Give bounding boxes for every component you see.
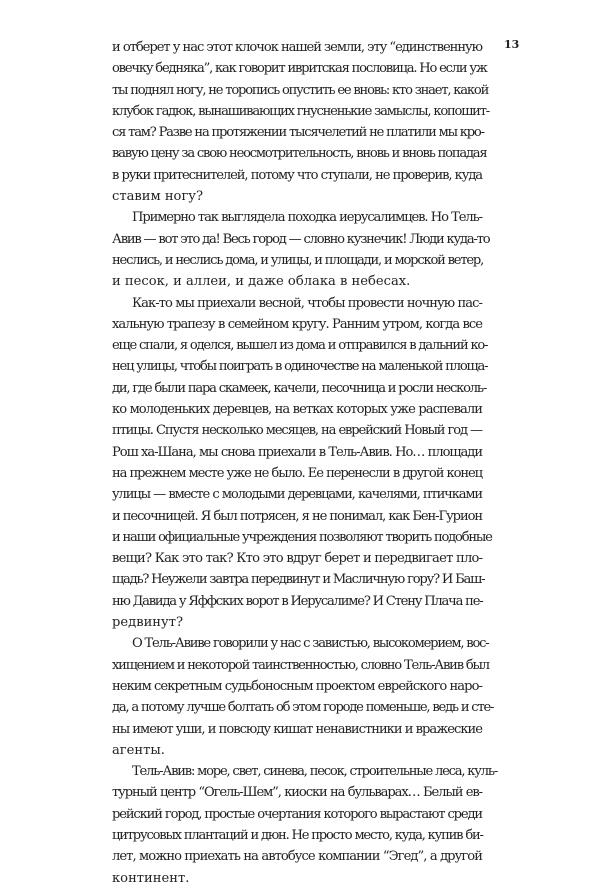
text-line: в руки притеснителей, потому что ступали, не проверив, куда: [112, 167, 482, 183]
text-line: вещи? Как это так? Кто это вдруг берет и передвигает пло-: [112, 551, 483, 567]
text-line: континент.: [112, 870, 190, 886]
text-line: неким секретным судьбоносным проектом еврейского наро-: [112, 678, 482, 694]
text-line: вавую цену за свою неосмотрительность, вновь и вновь попадая: [112, 146, 487, 162]
text-line: ню Давида у Яффских ворот в Иерусалиме? И Стену Плача пе-: [112, 593, 483, 609]
text-line: неслись, и неслись дома, и улицы, и площади, и морской ветер,: [112, 252, 484, 268]
text-line: нец улицы, чтобы поиграть в одиночестве на маленькой площа-: [112, 359, 488, 375]
text-line: Примерно так выглядела походка иерусалимцев. Но Тель-: [132, 210, 482, 226]
body-text: [112, 37, 498, 889]
text-line: Авив — вот это да! Весь город — словно кузнечик! Люди куда-то: [112, 231, 490, 247]
text-line: щадь? Неужели завтра передвинут и Масличную гору? И Баш-: [112, 572, 485, 588]
text-line: хальную трапезу в семейном кругу. Ранним утром, когда все: [112, 316, 482, 332]
text-line: овечку бедняка”, как говорит ивритская пословица. Но если уж: [112, 61, 487, 77]
text-line: турный центр “Огель-Шем”, киоски на бульварах… Белый ев-: [112, 785, 482, 801]
text-line: Как-то мы приехали весной, чтобы провести ночную пас-: [132, 295, 482, 311]
text-line: ко молоденьких деревцев, на ветках которых уже распевали: [112, 402, 482, 418]
text-line: рейский город, простые очертания которого вырастают среди: [112, 806, 482, 822]
text-line: ты поднял ногу, не торопись опустить ее вновь: кто знает, какой: [112, 82, 489, 98]
text-line: на прежнем месте уже не было. Ее перенесли в другой конец: [112, 465, 482, 481]
text-line: редвинут?: [112, 615, 183, 631]
text-line: ся там? Разве на протяжении тысячелетий не платили мы кро-: [112, 125, 484, 141]
text-line: Рош ха-Шана, мы снова приехали в Тель-Авив. Но… площади: [112, 444, 482, 460]
text-line: и отберет у нас этот клочок нашей земли, эту “единственную: [112, 40, 482, 55]
text-line: птицы. Спустя несколько месяцев, на еврейский Новый год —: [112, 423, 482, 439]
text-line: О Тель-Авиве говорили у нас с завистью, высокомерием, вос-: [132, 636, 489, 652]
text-line: да, а потому лучше болтать об этом городе поменьше, ведь и сте-: [112, 700, 494, 716]
text-line: еще спали, я оделся, вышел из дома и отправился в дальний ко-: [112, 338, 488, 354]
text-line: хищением и некоторой таинственностью, словно Тель-Авив был: [112, 657, 489, 673]
text-line: и песок, и аллеи, и даже облака в небесах.: [112, 274, 411, 290]
text-line: цитрусовых плантаций и дюн. Не просто место, куда, купив би-: [112, 827, 483, 843]
text-line: улицы — вместе с молодыми деревцами, качелями, птичками: [112, 487, 482, 503]
text-line: ны имеют уши, и повсюду кишат ненавистники и вражеские: [112, 721, 482, 737]
text-line: ставим ногу?: [112, 189, 204, 205]
page-number: 13: [504, 38, 520, 51]
text-line: клубок гадюк, вынашивающих гнусненькие замыслы, копошит-: [112, 103, 489, 119]
text-line: Тель-Авив: море, свет, синева, песок, строительные леса, куль-: [132, 764, 498, 780]
text-line: лет, можно приехать на автобусе компании “Эгед”, а другой: [112, 849, 482, 865]
text-line: ди, где были пара скамеек, качели, песочница и росли несколь-: [112, 380, 487, 396]
text-line: и наши официальные учреждения позволяют творить подобные: [112, 529, 492, 545]
text-line: агенты.: [112, 742, 165, 758]
text-line: и песочницей. Я был потрясен, я не понимал, как Бен-Гурион: [112, 508, 482, 524]
